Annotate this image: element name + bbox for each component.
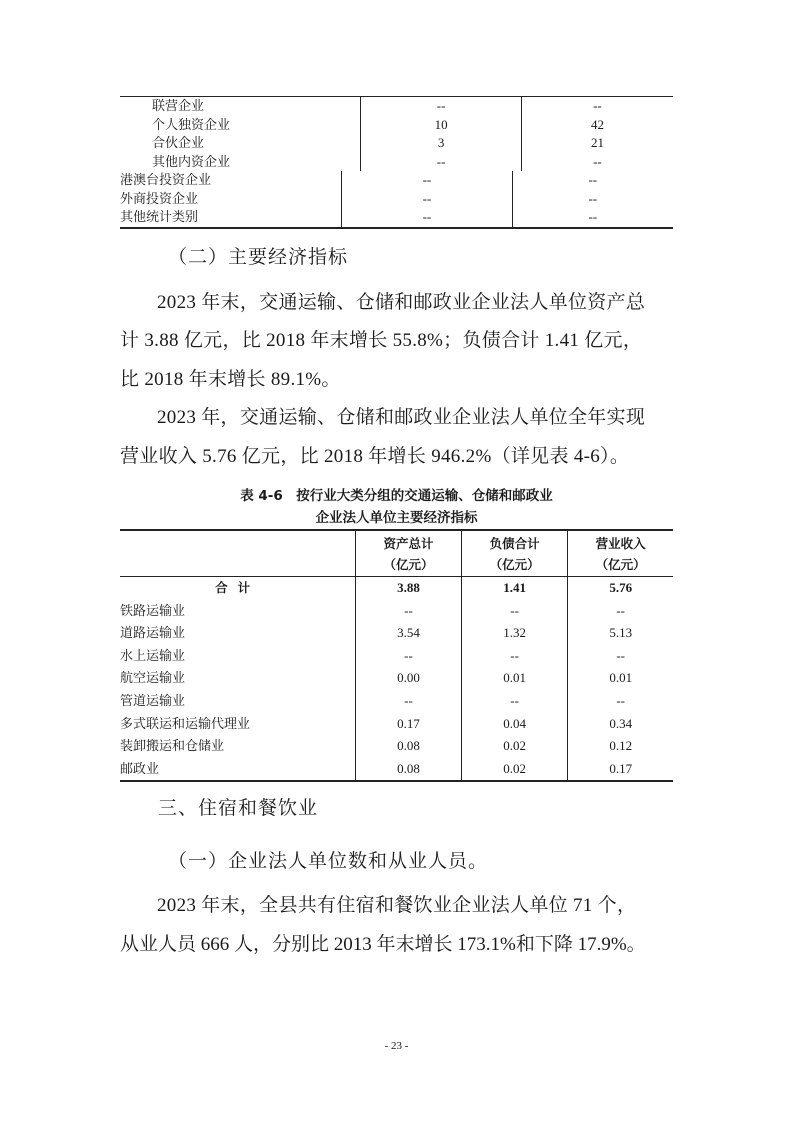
cell: 42 xyxy=(521,116,673,135)
cell: -- xyxy=(512,190,673,209)
table-caption: 表 4-6 按行业大类分组的交通运输、仓储和邮政业 xyxy=(240,488,553,504)
header-unit: （亿元） xyxy=(489,556,540,572)
header-liabilities xyxy=(461,531,568,576)
table-row xyxy=(120,600,673,623)
paragraph-line: 计 3.88 亿元，比 2018 年末增长 55.8%；负债合计 1.41 亿元， xyxy=(120,330,643,351)
cell: 1.41 xyxy=(461,577,568,600)
table-row xyxy=(120,153,673,172)
cell: -- xyxy=(461,600,568,623)
cell: -- xyxy=(461,690,568,713)
cell: 0.02 xyxy=(461,758,568,781)
row-label: 其他内资企业 xyxy=(152,153,231,169)
table-row xyxy=(120,190,673,209)
header-unit: （亿元） xyxy=(383,556,434,572)
header-label: 负债合计 xyxy=(489,535,540,551)
row-label: 联营企业 xyxy=(152,98,205,113)
table-row xyxy=(120,645,673,668)
cell: 0.34 xyxy=(567,713,673,736)
cell: 0.17 xyxy=(355,713,461,736)
economic-indicators-table xyxy=(120,529,673,782)
row-label: 铁路运输业 xyxy=(120,602,186,618)
table-caption-subtitle: 企业法人单位主要经济指标 xyxy=(315,510,478,526)
paragraph-line: 2023 年，交通运输、仓储和邮政业企业法人单位全年实现 xyxy=(157,407,646,428)
row-label: 外商投资企业 xyxy=(120,190,199,206)
table-row xyxy=(120,690,673,713)
cell: 21 xyxy=(521,134,673,153)
cell: 10 xyxy=(360,116,521,135)
table-row xyxy=(120,758,673,781)
row-label: 管道运输业 xyxy=(120,692,186,708)
cell: 5.76 xyxy=(567,577,673,600)
cell: 0.01 xyxy=(567,667,673,690)
cell: -- xyxy=(461,645,568,668)
table-row xyxy=(120,134,673,153)
sub-heading-units-employees: （一）企业法人单位数和从业人员。 xyxy=(168,851,489,872)
cell: 0.00 xyxy=(355,667,461,690)
cell: 0.12 xyxy=(567,735,673,758)
cell: -- xyxy=(567,600,673,623)
row-label: 其他统计类别 xyxy=(120,209,199,224)
table-row-total xyxy=(120,577,673,600)
cell: -- xyxy=(567,690,673,713)
table-row xyxy=(120,622,673,645)
cell: 0.02 xyxy=(461,735,568,758)
row-label: 邮政业 xyxy=(120,760,160,776)
table-row xyxy=(120,116,673,135)
table-row xyxy=(120,171,673,190)
cell: -- xyxy=(360,153,521,172)
section-heading-accommodation: 三、住宿和餐饮业 xyxy=(158,797,319,819)
page-number: - 23 - xyxy=(384,1040,409,1052)
cell: -- xyxy=(521,153,673,172)
table-row xyxy=(120,208,673,227)
cell: 0.01 xyxy=(461,667,568,690)
cell: -- xyxy=(341,171,511,190)
cell: -- xyxy=(341,190,511,209)
cell: 1.32 xyxy=(461,622,568,645)
cell: -- xyxy=(521,97,673,116)
row-label: 合伙企业 xyxy=(152,135,205,150)
cell: -- xyxy=(360,97,521,116)
section-heading-economic-indicators: （二）主要经济指标 xyxy=(168,247,349,268)
header-assets xyxy=(355,531,461,576)
enterprise-type-table-continued xyxy=(120,96,673,229)
table-row xyxy=(120,667,673,690)
cell: 3.88 xyxy=(355,577,461,600)
paragraph-line: 2023 年末，全县共有住宿和餐饮业企业法人单位 71 个， xyxy=(157,895,637,916)
header-label: 营业收入 xyxy=(595,535,646,551)
table-row xyxy=(120,735,673,758)
table-row xyxy=(120,97,673,116)
row-label: 水上运输业 xyxy=(120,647,186,663)
cell: -- xyxy=(355,600,461,623)
paragraph-line: 营业收入 5.76 亿元，比 2018 年增长 946.2%（详见表 4-6）。 xyxy=(120,446,630,467)
header-unit: （亿元） xyxy=(595,556,646,572)
row-label: 装卸搬运和仓储业 xyxy=(120,738,225,754)
header-revenue xyxy=(567,531,673,576)
row-label: 多式联运和运输代理业 xyxy=(120,715,251,731)
cell: 3.54 xyxy=(355,622,461,645)
header-label: 资产总计 xyxy=(383,535,434,551)
cell: 0.08 xyxy=(355,735,461,758)
cell: 3 xyxy=(360,134,521,153)
cell: -- xyxy=(355,690,461,713)
table-row xyxy=(120,713,673,736)
row-label: 个人独资企业 xyxy=(152,116,231,132)
cell: -- xyxy=(567,645,673,668)
cell: -- xyxy=(512,171,673,190)
cell: 5.13 xyxy=(567,622,673,645)
paragraph-line: 2023 年末，交通运输、仓储和邮政业企业法人单位资产总 xyxy=(157,292,646,313)
header-blank xyxy=(120,531,355,576)
cell: -- xyxy=(355,645,461,668)
row-label: 道路运输业 xyxy=(120,625,186,641)
cell: -- xyxy=(512,208,673,227)
row-label: 航空运输业 xyxy=(120,670,186,686)
table-header xyxy=(120,531,673,577)
cell: 0.17 xyxy=(567,758,673,781)
paragraph-line: 比 2018 年末增长 89.1%。 xyxy=(120,369,341,390)
cell: 0.04 xyxy=(461,713,568,736)
paragraph-line: 从业人员 666 人，分别比 2013 年末增长 173.1%和下降 17.9%。 xyxy=(120,934,646,955)
cell: -- xyxy=(341,208,511,227)
row-label: 港澳台投资企业 xyxy=(120,172,212,187)
row-label: 合计 xyxy=(215,580,261,595)
cell: 0.08 xyxy=(355,758,461,781)
